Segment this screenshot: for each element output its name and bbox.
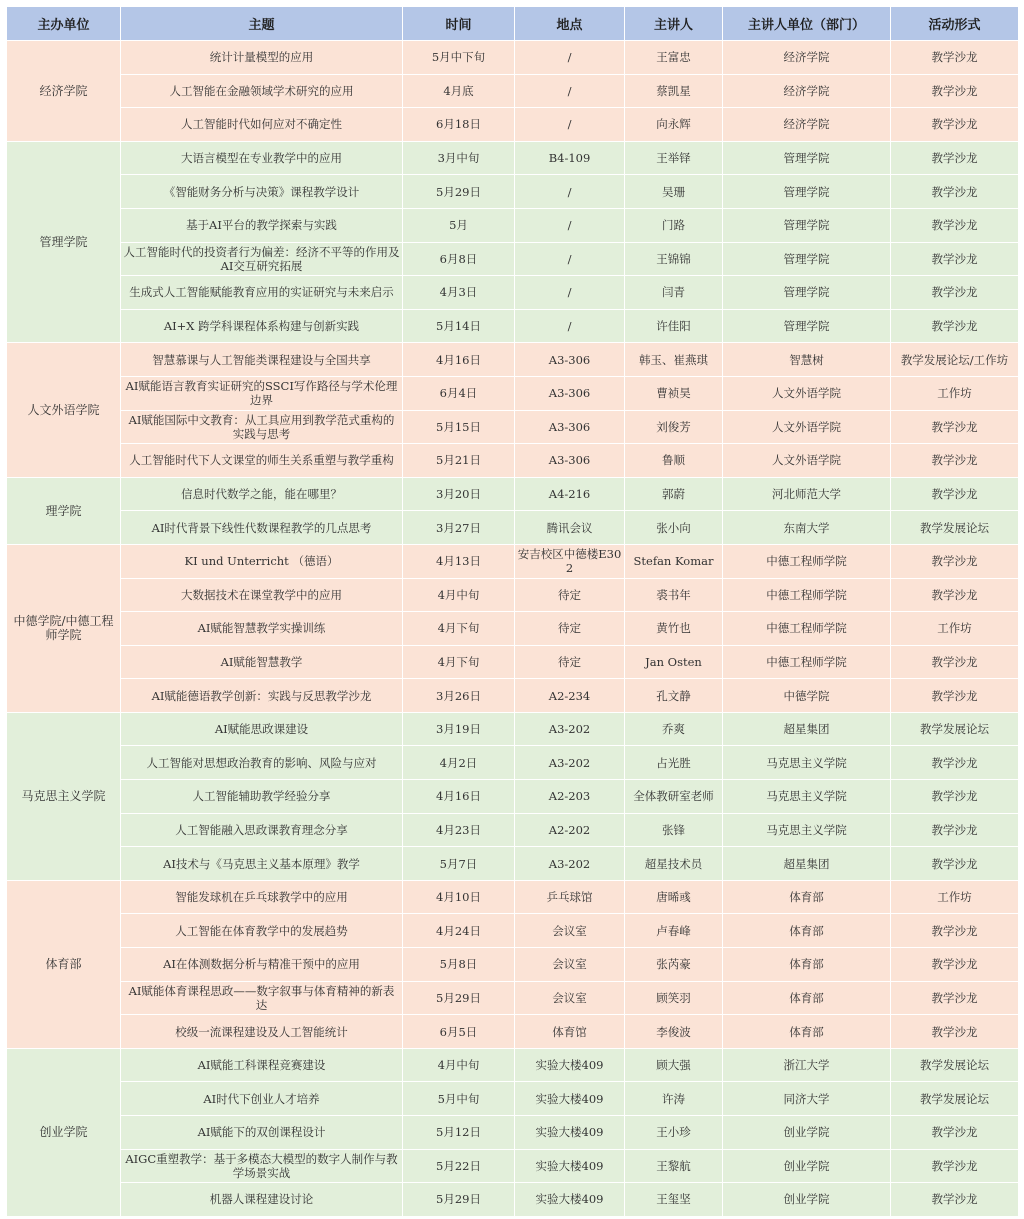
table-body [7, 41, 1019, 1217]
speaker-unit-cell: 智慧树 [723, 343, 891, 377]
time-cell: 4月下旬 [403, 612, 515, 646]
topic-cell: AI技术与《马克思主义基本原理》教学 [121, 847, 403, 881]
speaker-cell: 许佳阳 [625, 309, 723, 343]
topic-cell: 人工智能对思想政治教育的影响、风险与应对 [121, 746, 403, 780]
format-cell: 教学沙龙 [891, 645, 1019, 679]
speaker-cell: 全体教研室老师 [625, 780, 723, 814]
topic-cell: AI赋能智慧教学 [121, 645, 403, 679]
speaker-unit-cell: 管理学院 [723, 208, 891, 242]
format-cell: 教学发展论坛 [891, 1082, 1019, 1116]
host-unit-cell: 中德学院/中德工程师学院 [7, 544, 121, 712]
format-cell: 教学发展论坛 [891, 712, 1019, 746]
topic-cell: AI赋能思政课建设 [121, 712, 403, 746]
speaker-cell: 王富忠 [625, 41, 723, 75]
format-cell: 教学发展论坛 [891, 511, 1019, 545]
speaker-unit-cell: 马克思主义学院 [723, 813, 891, 847]
speaker-cell: 王锦锦 [625, 242, 723, 276]
location-cell: / [515, 242, 625, 276]
table-row [7, 376, 1019, 410]
format-cell: 教学沙龙 [891, 41, 1019, 75]
speaker-cell: 闫青 [625, 276, 723, 310]
speaker-unit-cell: 经济学院 [723, 74, 891, 108]
header-time: 时间 [403, 7, 515, 41]
format-cell: 工作坊 [891, 880, 1019, 914]
speaker-unit-cell: 中德学院 [723, 679, 891, 713]
speaker-unit-cell: 管理学院 [723, 242, 891, 276]
speaker-cell: 超星技术员 [625, 847, 723, 881]
format-cell: 教学沙龙 [891, 175, 1019, 209]
speaker-cell: 卢春峰 [625, 914, 723, 948]
time-cell: 4月下旬 [403, 645, 515, 679]
format-cell: 教学沙龙 [891, 477, 1019, 511]
speaker-unit-cell: 经济学院 [723, 41, 891, 75]
speaker-cell: 顾笑羽 [625, 981, 723, 1015]
time-cell: 4月16日 [403, 343, 515, 377]
topic-cell: 人工智能时代的投资者行为偏差：经济不平等的作用及AI交互研究拓展 [121, 242, 403, 276]
table-row [7, 410, 1019, 444]
speaker-cell: 乔爽 [625, 712, 723, 746]
time-cell: 4月23日 [403, 813, 515, 847]
header-host-unit: 主办单位 [7, 7, 121, 41]
time-cell: 4月16日 [403, 780, 515, 814]
location-cell: / [515, 309, 625, 343]
time-cell: 4月2日 [403, 746, 515, 780]
time-cell: 4月3日 [403, 276, 515, 310]
topic-cell: 智能发球机在乒乓球教学中的应用 [121, 880, 403, 914]
table-row [7, 1082, 1019, 1116]
speaker-unit-cell: 创业学院 [723, 1149, 891, 1183]
table-row [7, 74, 1019, 108]
topic-cell: 人工智能时代如何应对不确定性 [121, 108, 403, 142]
speaker-unit-cell: 中德工程师学院 [723, 612, 891, 646]
speaker-unit-cell: 马克思主义学院 [723, 780, 891, 814]
speaker-cell: 顾大强 [625, 1048, 723, 1082]
speaker-cell: 郭蔚 [625, 477, 723, 511]
speaker-cell: 王黎航 [625, 1149, 723, 1183]
time-cell: 5月29日 [403, 981, 515, 1015]
table-row [7, 612, 1019, 646]
topic-cell: 大数据技术在课堂教学中的应用 [121, 578, 403, 612]
topic-cell: 人工智能在体育教学中的发展趋势 [121, 914, 403, 948]
header-speaker-unit: 主讲人单位（部门） [723, 7, 891, 41]
format-cell: 教学沙龙 [891, 847, 1019, 881]
table-row [7, 1048, 1019, 1082]
table-row [7, 309, 1019, 343]
speaker-unit-cell: 超星集团 [723, 847, 891, 881]
topic-cell: 基于AI平台的教学探索与实践 [121, 208, 403, 242]
time-cell: 5月15日 [403, 410, 515, 444]
topic-cell: AIGC重塑教学：基于多模态大模型的数字人制作与教学场景实战 [121, 1149, 403, 1183]
table-row [7, 981, 1019, 1015]
host-unit-cell: 体育部 [7, 880, 121, 1048]
format-cell: 教学发展论坛/工作坊 [891, 343, 1019, 377]
time-cell: 3月20日 [403, 477, 515, 511]
time-cell: 5月7日 [403, 847, 515, 881]
location-cell: A3-202 [515, 746, 625, 780]
speaker-cell: 吴珊 [625, 175, 723, 209]
location-cell: A3-306 [515, 343, 625, 377]
speaker-cell: 许涛 [625, 1082, 723, 1116]
speaker-cell: 张小向 [625, 511, 723, 545]
table-row [7, 544, 1019, 578]
table-row [7, 712, 1019, 746]
speaker-cell: 占光胜 [625, 746, 723, 780]
table-row [7, 1183, 1019, 1217]
location-cell: / [515, 41, 625, 75]
topic-cell: KI und Unterricht （德语） [121, 544, 403, 578]
table-row [7, 1116, 1019, 1150]
time-cell: 5月中下旬 [403, 41, 515, 75]
location-cell: 乒乓球馆 [515, 880, 625, 914]
format-cell: 教学沙龙 [891, 914, 1019, 948]
location-cell: 会议室 [515, 948, 625, 982]
time-cell: 6月5日 [403, 1015, 515, 1049]
table-row [7, 880, 1019, 914]
location-cell: 会议室 [515, 914, 625, 948]
format-cell: 教学沙龙 [891, 1116, 1019, 1150]
topic-cell: AI+X 跨学科课程体系构建与创新实践 [121, 309, 403, 343]
location-cell: A2-202 [515, 813, 625, 847]
speaker-unit-cell: 马克思主义学院 [723, 746, 891, 780]
format-cell: 教学沙龙 [891, 108, 1019, 142]
location-cell: 实验大楼409 [515, 1116, 625, 1150]
speaker-unit-cell: 东南大学 [723, 511, 891, 545]
speaker-cell: 李俊波 [625, 1015, 723, 1049]
topic-cell: 人工智能在金融领域学术研究的应用 [121, 74, 403, 108]
location-cell: 安吉校区中德楼E302 [515, 544, 625, 578]
speaker-unit-cell: 中德工程师学院 [723, 645, 891, 679]
speaker-unit-cell: 人文外语学院 [723, 410, 891, 444]
topic-cell: AI赋能国际中文教育：从工具应用到教学范式重构的实践与思考 [121, 410, 403, 444]
header-format: 活动形式 [891, 7, 1019, 41]
speaker-cell: 门路 [625, 208, 723, 242]
location-cell: A2-203 [515, 780, 625, 814]
topic-cell: 生成式人工智能赋能教育应用的实证研究与未来启示 [121, 276, 403, 310]
time-cell: 5月12日 [403, 1116, 515, 1150]
time-cell: 5月中旬 [403, 1082, 515, 1116]
location-cell: 待定 [515, 578, 625, 612]
location-cell: A3-202 [515, 712, 625, 746]
time-cell: 5月22日 [403, 1149, 515, 1183]
table-row [7, 108, 1019, 142]
format-cell: 教学沙龙 [891, 208, 1019, 242]
table-row [7, 1015, 1019, 1049]
location-cell: 实验大楼409 [515, 1183, 625, 1217]
speaker-cell: 张芮豪 [625, 948, 723, 982]
speaker-unit-cell: 浙江大学 [723, 1048, 891, 1082]
time-cell: 3月19日 [403, 712, 515, 746]
location-cell: / [515, 208, 625, 242]
format-cell: 教学发展论坛 [891, 1048, 1019, 1082]
table-row [7, 276, 1019, 310]
table-row [7, 175, 1019, 209]
topic-cell: 信息时代数学之能，能在哪里？ [121, 477, 403, 511]
time-cell: 3月26日 [403, 679, 515, 713]
speaker-cell: 曹祯昊 [625, 376, 723, 410]
table-row [7, 645, 1019, 679]
table-row [7, 813, 1019, 847]
time-cell: 5月14日 [403, 309, 515, 343]
table-row [7, 444, 1019, 478]
topic-cell: 人工智能辅助教学经验分享 [121, 780, 403, 814]
format-cell: 教学沙龙 [891, 981, 1019, 1015]
speaker-cell: 韩玉、崔燕琪 [625, 343, 723, 377]
time-cell: 4月底 [403, 74, 515, 108]
format-cell: 教学沙龙 [891, 141, 1019, 175]
activity-table [6, 6, 1019, 1217]
format-cell: 教学沙龙 [891, 544, 1019, 578]
speaker-unit-cell: 创业学院 [723, 1183, 891, 1217]
time-cell: 6月8日 [403, 242, 515, 276]
speaker-cell: 裘书年 [625, 578, 723, 612]
location-cell: 待定 [515, 612, 625, 646]
topic-cell: AI赋能德语教学创新：实践与反思教学沙龙 [121, 679, 403, 713]
speaker-unit-cell: 超星集团 [723, 712, 891, 746]
location-cell: 实验大楼409 [515, 1048, 625, 1082]
table-row [7, 948, 1019, 982]
speaker-unit-cell: 河北师范大学 [723, 477, 891, 511]
table-row [7, 511, 1019, 545]
format-cell: 工作坊 [891, 612, 1019, 646]
format-cell: 教学沙龙 [891, 242, 1019, 276]
format-cell: 教学沙龙 [891, 813, 1019, 847]
location-cell: A4-216 [515, 477, 625, 511]
format-cell: 教学沙龙 [891, 1183, 1019, 1217]
table-row [7, 242, 1019, 276]
format-cell: 教学沙龙 [891, 410, 1019, 444]
speaker-cell: 孔文静 [625, 679, 723, 713]
location-cell: / [515, 175, 625, 209]
speaker-cell: 张锋 [625, 813, 723, 847]
table-row [7, 41, 1019, 75]
speaker-cell: 黄竹也 [625, 612, 723, 646]
speaker-unit-cell: 管理学院 [723, 141, 891, 175]
header-location: 地点 [515, 7, 625, 41]
table-row [7, 1149, 1019, 1183]
format-cell: 教学沙龙 [891, 780, 1019, 814]
location-cell: 会议室 [515, 981, 625, 1015]
table-row [7, 208, 1019, 242]
format-cell: 教学沙龙 [891, 578, 1019, 612]
speaker-unit-cell: 体育部 [723, 1015, 891, 1049]
location-cell: A3-306 [515, 444, 625, 478]
location-cell: 实验大楼409 [515, 1149, 625, 1183]
speaker-cell: Stefan Komar [625, 544, 723, 578]
location-cell: 待定 [515, 645, 625, 679]
topic-cell: 人工智能时代下人文课堂的师生关系重塑与教学重构 [121, 444, 403, 478]
time-cell: 6月4日 [403, 376, 515, 410]
speaker-cell: 鲁顺 [625, 444, 723, 478]
topic-cell: AI时代背景下线性代数课程教学的几点思考 [121, 511, 403, 545]
speaker-unit-cell: 同济大学 [723, 1082, 891, 1116]
table-row [7, 477, 1019, 511]
speaker-cell: 蔡凯星 [625, 74, 723, 108]
format-cell: 教学沙龙 [891, 276, 1019, 310]
table-row [7, 343, 1019, 377]
speaker-cell: 王玺坚 [625, 1183, 723, 1217]
topic-cell: AI赋能下的双创课程设计 [121, 1116, 403, 1150]
location-cell: A2-234 [515, 679, 625, 713]
speaker-cell: 王举铎 [625, 141, 723, 175]
location-cell: 体育馆 [515, 1015, 625, 1049]
table-row [7, 847, 1019, 881]
time-cell: 3月中旬 [403, 141, 515, 175]
time-cell: 5月29日 [403, 175, 515, 209]
table-row [7, 780, 1019, 814]
table-row [7, 746, 1019, 780]
speaker-unit-cell: 创业学院 [723, 1116, 891, 1150]
format-cell: 教学沙龙 [891, 1149, 1019, 1183]
speaker-cell: 王小珍 [625, 1116, 723, 1150]
speaker-unit-cell: 体育部 [723, 981, 891, 1015]
host-unit-cell: 理学院 [7, 477, 121, 544]
host-unit-cell: 人文外语学院 [7, 343, 121, 477]
header-topic: 主题 [121, 7, 403, 41]
topic-cell: 人工智能融入思政课教育理念分享 [121, 813, 403, 847]
location-cell: B4-109 [515, 141, 625, 175]
speaker-unit-cell: 体育部 [723, 914, 891, 948]
speaker-unit-cell: 管理学院 [723, 175, 891, 209]
speaker-cell: Jan Osten [625, 645, 723, 679]
speaker-unit-cell: 体育部 [723, 880, 891, 914]
location-cell: A3-306 [515, 376, 625, 410]
speaker-cell: 向永辉 [625, 108, 723, 142]
topic-cell: 大语言模型在专业教学中的应用 [121, 141, 403, 175]
topic-cell: AI在体测数据分析与精准干预中的应用 [121, 948, 403, 982]
time-cell: 5月21日 [403, 444, 515, 478]
time-cell: 4月13日 [403, 544, 515, 578]
topic-cell: AI赋能语言教育实证研究的SSCI写作路径与学术伦理边界 [121, 376, 403, 410]
speaker-unit-cell: 管理学院 [723, 276, 891, 310]
location-cell: / [515, 276, 625, 310]
time-cell: 4月10日 [403, 880, 515, 914]
topic-cell: 《智能财务分析与决策》课程教学设计 [121, 175, 403, 209]
topic-cell: AI时代下创业人才培养 [121, 1082, 403, 1116]
speaker-unit-cell: 中德工程师学院 [723, 544, 891, 578]
time-cell: 4月中旬 [403, 578, 515, 612]
location-cell: / [515, 74, 625, 108]
format-cell: 教学沙龙 [891, 444, 1019, 478]
time-cell: 4月24日 [403, 914, 515, 948]
speaker-unit-cell: 中德工程师学院 [723, 578, 891, 612]
topic-cell: 校级一流课程建设及人工智能统计 [121, 1015, 403, 1049]
table-row [7, 914, 1019, 948]
table-row [7, 141, 1019, 175]
speaker-unit-cell: 体育部 [723, 948, 891, 982]
time-cell: 5月29日 [403, 1183, 515, 1217]
host-unit-cell: 创业学院 [7, 1048, 121, 1216]
speaker-unit-cell: 管理学院 [723, 309, 891, 343]
speaker-unit-cell: 经济学院 [723, 108, 891, 142]
location-cell: 腾讯会议 [515, 511, 625, 545]
speaker-unit-cell: 人文外语学院 [723, 376, 891, 410]
host-unit-cell: 经济学院 [7, 41, 121, 142]
location-cell: A3-306 [515, 410, 625, 444]
time-cell: 5月 [403, 208, 515, 242]
topic-cell: AI赋能工科课程竞赛建设 [121, 1048, 403, 1082]
topic-cell: 统计计量模型的应用 [121, 41, 403, 75]
speaker-unit-cell: 人文外语学院 [723, 444, 891, 478]
host-unit-cell: 马克思主义学院 [7, 712, 121, 880]
location-cell: 实验大楼409 [515, 1082, 625, 1116]
header-speaker: 主讲人 [625, 7, 723, 41]
time-cell: 3月27日 [403, 511, 515, 545]
topic-cell: AI赋能体育课程思政——数字叙事与体育精神的新表达 [121, 981, 403, 1015]
topic-cell: 智慧慕课与人工智能类课程建设与全国共享 [121, 343, 403, 377]
time-cell: 6月18日 [403, 108, 515, 142]
time-cell: 4月中旬 [403, 1048, 515, 1082]
topic-cell: 机器人课程建设讨论 [121, 1183, 403, 1217]
format-cell: 教学沙龙 [891, 1015, 1019, 1049]
format-cell: 教学沙龙 [891, 74, 1019, 108]
format-cell: 教学沙龙 [891, 746, 1019, 780]
format-cell: 工作坊 [891, 376, 1019, 410]
host-unit-cell: 管理学院 [7, 141, 121, 343]
table-row [7, 679, 1019, 713]
location-cell: A3-202 [515, 847, 625, 881]
format-cell: 教学沙龙 [891, 948, 1019, 982]
format-cell: 教学沙龙 [891, 679, 1019, 713]
location-cell: / [515, 108, 625, 142]
speaker-cell: 唐晞彧 [625, 880, 723, 914]
table-row [7, 578, 1019, 612]
time-cell: 5月8日 [403, 948, 515, 982]
speaker-cell: 刘俊芳 [625, 410, 723, 444]
topic-cell: AI赋能智慧教学实操训练 [121, 612, 403, 646]
header-row [7, 7, 1019, 41]
format-cell: 教学沙龙 [891, 309, 1019, 343]
